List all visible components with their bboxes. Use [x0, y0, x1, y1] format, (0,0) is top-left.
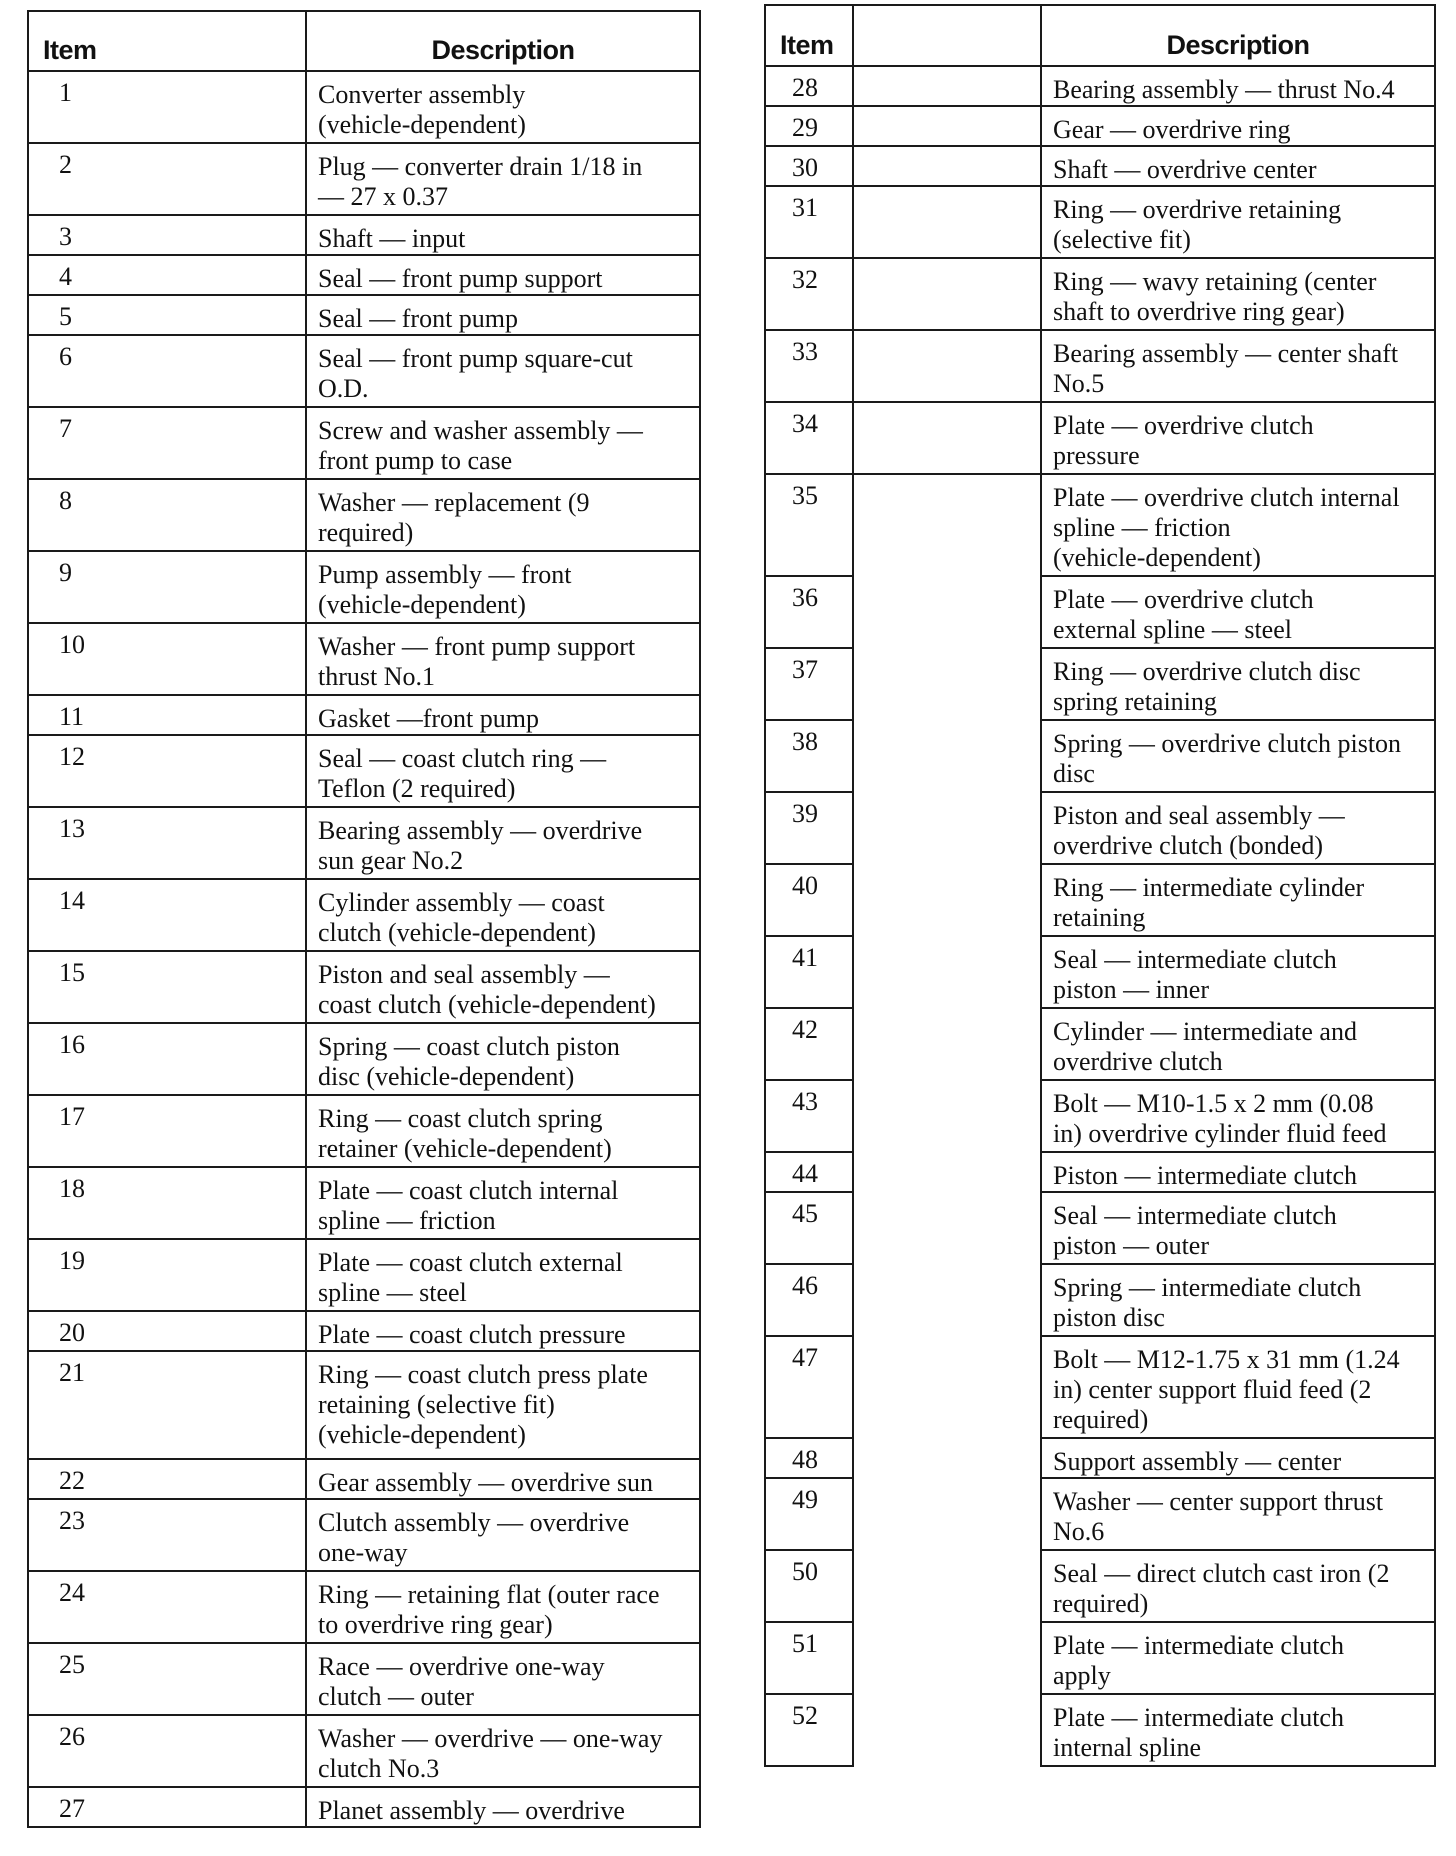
table-row — [28, 807, 700, 879]
item-number: 50 — [765, 1550, 853, 1622]
table-row — [28, 1095, 700, 1167]
item-number: 24 — [28, 1571, 306, 1643]
item-number: 25 — [28, 1643, 306, 1715]
item-description: Plate — coast clutch pressure — [306, 1311, 700, 1351]
table-row — [765, 1694, 1435, 1766]
item-number: 38 — [765, 720, 853, 792]
item-description: Seal — intermediate clutch piston — outer — [1041, 1192, 1435, 1264]
item-number: 16 — [28, 1023, 306, 1095]
item-description: Plate — coast clutch internal spline — friction — [306, 1167, 700, 1239]
blank-cell — [853, 330, 1041, 402]
item-description: Support assembly — center — [1041, 1438, 1435, 1478]
blank-cell — [853, 1694, 1041, 1766]
table-row — [28, 1715, 700, 1787]
item-description: Shaft — input — [306, 215, 700, 255]
table-row — [765, 106, 1435, 146]
item-number: 47 — [765, 1336, 853, 1438]
table-row — [765, 936, 1435, 1008]
table-row — [28, 407, 700, 479]
blank-cell — [853, 1008, 1041, 1080]
item-number: 20 — [28, 1311, 306, 1351]
table-row — [28, 951, 700, 1023]
item-number: 23 — [28, 1499, 306, 1571]
item-number: 33 — [765, 330, 853, 402]
blank-cell — [853, 66, 1041, 106]
blank-cell — [853, 1478, 1041, 1550]
item-description: Seal — direct clutch cast iron (2 required) — [1041, 1550, 1435, 1622]
item-description: Ring — overdrive clutch disc spring retaining — [1041, 648, 1435, 720]
table-row — [765, 576, 1435, 648]
item-number: 27 — [28, 1787, 306, 1827]
item-number: 4 — [28, 255, 306, 295]
item-description: Ring — coast clutch spring retainer (vehicle-dependent) — [306, 1095, 700, 1167]
item-number: 52 — [765, 1694, 853, 1766]
item-description: Ring — overdrive retaining (selective fit) — [1041, 186, 1435, 258]
item-number: 44 — [765, 1152, 853, 1192]
item-description: Piston — intermediate clutch — [1041, 1152, 1435, 1192]
item-description: Planet assembly — overdrive — [306, 1787, 700, 1827]
item-description: Ring — coast clutch press plate retaining (selective fit) (vehicle-dependent) — [306, 1351, 700, 1459]
item-number: 32 — [765, 258, 853, 330]
table-row — [765, 1438, 1435, 1478]
table-row — [28, 623, 700, 695]
item-number: 9 — [28, 551, 306, 623]
blank-cell — [853, 258, 1041, 330]
item-number: 41 — [765, 936, 853, 1008]
table-row — [765, 648, 1435, 720]
table-row — [765, 1152, 1435, 1192]
item-number: 10 — [28, 623, 306, 695]
item-description: Washer — center support thrust No.6 — [1041, 1478, 1435, 1550]
item-number: 30 — [765, 146, 853, 186]
item-description: Plate — coast clutch external spline — steel — [306, 1239, 700, 1311]
table-row — [765, 474, 1435, 576]
blank-cell — [853, 576, 1041, 648]
table-row — [28, 1167, 700, 1239]
table-row — [28, 215, 700, 255]
item-number: 35 — [765, 474, 853, 576]
item-number: 21 — [28, 1351, 306, 1459]
item-number: 12 — [28, 735, 306, 807]
table-row — [28, 1499, 700, 1571]
table-row — [765, 330, 1435, 402]
item-description: Ring — retaining flat (outer race to overdrive ring gear) — [306, 1571, 700, 1643]
table-row — [765, 1264, 1435, 1336]
item-description: Washer — front pump support thrust No.1 — [306, 623, 700, 695]
table-row — [28, 551, 700, 623]
item-description: Gear assembly — overdrive sun — [306, 1459, 700, 1499]
item-description: Ring — intermediate cylinder retaining — [1041, 864, 1435, 936]
table-row — [28, 479, 700, 551]
item-number: 17 — [28, 1095, 306, 1167]
blank-cell — [853, 1080, 1041, 1152]
item-number: 28 — [765, 66, 853, 106]
blank-cell — [853, 648, 1041, 720]
table-row — [765, 1336, 1435, 1438]
item-number: 7 — [28, 407, 306, 479]
blank-cell — [853, 936, 1041, 1008]
table-row — [28, 295, 700, 335]
item-number: 1 — [28, 71, 306, 143]
blank-cell — [853, 1152, 1041, 1192]
item-description: Spring — overdrive clutch piston disc — [1041, 720, 1435, 792]
table-row — [28, 1459, 700, 1499]
item-number: 19 — [28, 1239, 306, 1311]
table-row — [28, 335, 700, 407]
item-number: 46 — [765, 1264, 853, 1336]
item-description: Seal — front pump support — [306, 255, 700, 295]
table-row — [28, 695, 700, 735]
blank-cell — [853, 402, 1041, 474]
item-description: Seal — front pump — [306, 295, 700, 335]
item-description: Washer — replacement (9 required) — [306, 479, 700, 551]
item-description: Clutch assembly — overdrive one-way — [306, 1499, 700, 1571]
item-number: 11 — [28, 695, 306, 735]
table-row — [765, 186, 1435, 258]
blank-cell — [853, 1622, 1041, 1694]
table-row — [765, 1080, 1435, 1152]
item-description: Pump assembly — front (vehicle-dependent) — [306, 551, 700, 623]
item-description: Gasket —front pump — [306, 695, 700, 735]
item-number: 40 — [765, 864, 853, 936]
item-description: Bearing assembly — center shaft No.5 — [1041, 330, 1435, 402]
blank-cell — [853, 1264, 1041, 1336]
table-row — [765, 1622, 1435, 1694]
blank-cell — [853, 1192, 1041, 1264]
table-row — [765, 1478, 1435, 1550]
description-column-header: Description — [1041, 5, 1435, 66]
item-number: 36 — [765, 576, 853, 648]
table-row — [28, 1239, 700, 1311]
table-row — [28, 143, 700, 215]
table-row — [28, 1571, 700, 1643]
table-header-row — [28, 11, 700, 71]
item-number: 34 — [765, 402, 853, 474]
table-row — [28, 1787, 700, 1827]
blank-cell — [853, 792, 1041, 864]
table-row — [765, 1550, 1435, 1622]
item-description: Piston and seal assembly — coast clutch (vehicle-dependent) — [306, 951, 700, 1023]
blank-cell — [853, 1550, 1041, 1622]
table-row — [765, 402, 1435, 474]
blank-column-header — [853, 5, 1041, 66]
item-description: Washer — overdrive — one-way clutch No.3 — [306, 1715, 700, 1787]
table-row — [28, 1311, 700, 1351]
item-description: Cylinder assembly — coast clutch (vehicle-dependent) — [306, 879, 700, 951]
item-number: 13 — [28, 807, 306, 879]
table-row — [765, 66, 1435, 106]
table-header-row — [765, 5, 1435, 66]
item-number: 2 — [28, 143, 306, 215]
table-row — [28, 71, 700, 143]
table-row — [28, 879, 700, 951]
blank-cell — [853, 474, 1041, 576]
blank-cell — [853, 1438, 1041, 1478]
item-description: Cylinder — intermediate and overdrive clutch — [1041, 1008, 1435, 1080]
item-description: Converter assembly (vehicle-dependent) — [306, 71, 700, 143]
item-number: 14 — [28, 879, 306, 951]
item-description: Bolt — M10-1.5 x 2 mm (0.08 in) overdrive cylinder fluid feed — [1041, 1080, 1435, 1152]
item-number: 49 — [765, 1478, 853, 1550]
table-row — [765, 1008, 1435, 1080]
item-description: Plug — converter drain 1/18 in — 27 x 0.37 — [306, 143, 700, 215]
item-description: Race — overdrive one-way clutch — outer — [306, 1643, 700, 1715]
table-row — [28, 255, 700, 295]
blank-cell — [853, 106, 1041, 146]
item-description: Plate — intermediate clutch internal spline — [1041, 1694, 1435, 1766]
item-number: 42 — [765, 1008, 853, 1080]
item-number: 39 — [765, 792, 853, 864]
blank-cell — [853, 1336, 1041, 1438]
blank-cell — [853, 146, 1041, 186]
item-number: 18 — [28, 1167, 306, 1239]
parts-table-right — [764, 4, 1436, 1767]
item-number: 43 — [765, 1080, 853, 1152]
table-row — [765, 720, 1435, 792]
description-column-header: Description — [306, 11, 700, 71]
item-description: Seal — front pump square-cut O.D. — [306, 335, 700, 407]
item-number: 5 — [28, 295, 306, 335]
item-number: 37 — [765, 648, 853, 720]
parts-table-left — [27, 10, 701, 1828]
table-row — [765, 1192, 1435, 1264]
item-description: Plate — overdrive clutch pressure — [1041, 402, 1435, 474]
table-row — [765, 792, 1435, 864]
item-description: Bearing assembly — overdrive sun gear No.2 — [306, 807, 700, 879]
item-number: 3 — [28, 215, 306, 255]
item-number: 29 — [765, 106, 853, 146]
item-description: Screw and washer assembly — front pump to case — [306, 407, 700, 479]
item-description: Plate — overdrive clutch internal spline — friction (vehicle-dependent) — [1041, 474, 1435, 576]
table-row — [765, 146, 1435, 186]
blank-cell — [853, 186, 1041, 258]
table-row — [28, 735, 700, 807]
item-description: Spring — intermediate clutch piston disc — [1041, 1264, 1435, 1336]
item-number: 8 — [28, 479, 306, 551]
item-description: Gear — overdrive ring — [1041, 106, 1435, 146]
table-row — [28, 1351, 700, 1459]
item-description: Plate — overdrive clutch external spline — steel — [1041, 576, 1435, 648]
item-number: 51 — [765, 1622, 853, 1694]
item-description: Seal — intermediate clutch piston — inner — [1041, 936, 1435, 1008]
item-number: 45 — [765, 1192, 853, 1264]
item-number: 26 — [28, 1715, 306, 1787]
blank-cell — [853, 864, 1041, 936]
table-row — [765, 864, 1435, 936]
item-column-header: Item — [765, 5, 853, 66]
item-number: 22 — [28, 1459, 306, 1499]
table-row — [765, 258, 1435, 330]
item-description: Piston and seal assembly — overdrive clutch (bonded) — [1041, 792, 1435, 864]
item-number: 15 — [28, 951, 306, 1023]
item-description: Ring — wavy retaining (center shaft to overdrive ring gear) — [1041, 258, 1435, 330]
item-description: Plate — intermediate clutch apply — [1041, 1622, 1435, 1694]
item-description: Bolt — M12-1.75 x 31 mm (1.24 in) center support fluid feed (2 required) — [1041, 1336, 1435, 1438]
item-column-header: Item — [28, 11, 306, 71]
item-description: Shaft — overdrive center — [1041, 146, 1435, 186]
item-description: Spring — coast clutch piston disc (vehicle-dependent) — [306, 1023, 700, 1095]
table-row — [28, 1643, 700, 1715]
item-number: 48 — [765, 1438, 853, 1478]
blank-cell — [853, 720, 1041, 792]
table-row — [28, 1023, 700, 1095]
item-number: 6 — [28, 335, 306, 407]
item-number: 31 — [765, 186, 853, 258]
item-description: Bearing assembly — thrust No.4 — [1041, 66, 1435, 106]
item-description: Seal — coast clutch ring — Teflon (2 required) — [306, 735, 700, 807]
